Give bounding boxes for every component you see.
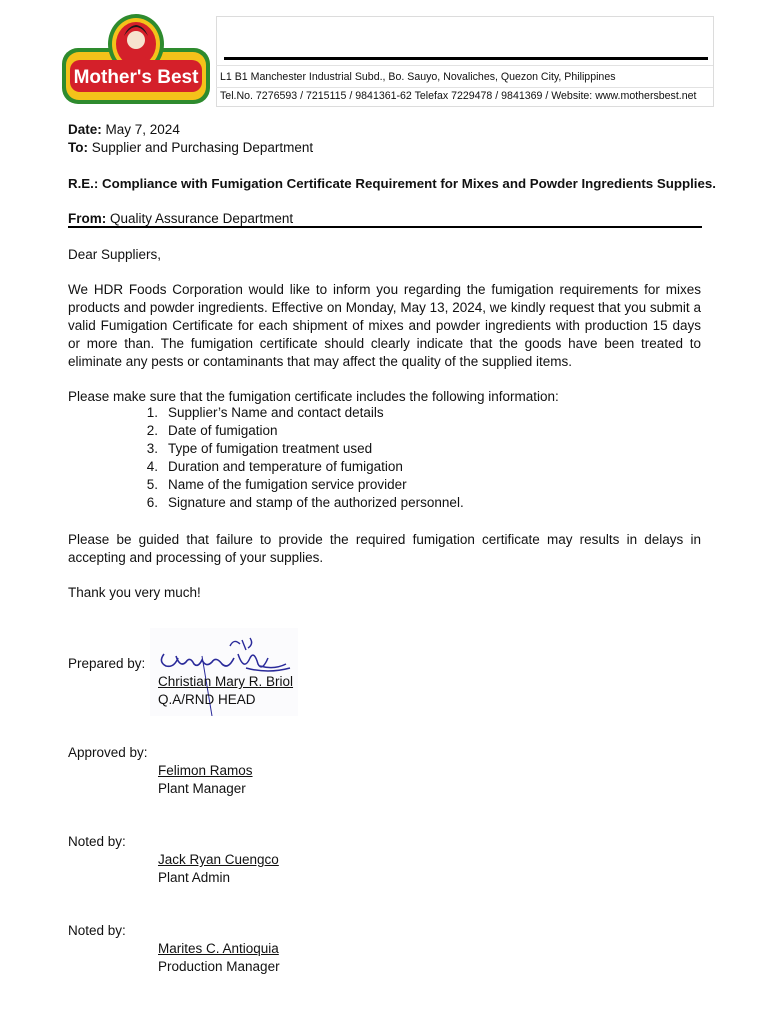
list-item: 4. Duration and temperature of fumigation — [146, 459, 403, 474]
list-intro: Please make sure that the fumigation certificate includes the following information: — [68, 389, 559, 404]
list-item: 6. Signature and stamp of the authorized personnel. — [146, 495, 464, 510]
closing: Thank you very much! — [68, 585, 201, 600]
logo-text: Mother's Best — [73, 67, 199, 88]
requirements-list — [130, 404, 464, 512]
prepared-by-name: Christian Mary R. Briol — [158, 674, 294, 689]
noted-by-title: Plant Admin — [158, 870, 231, 885]
list-item: 2. Date of fumigation — [146, 423, 278, 438]
prepared-by-title: Q.A/RND HEAD — [158, 692, 256, 707]
list-item: 1. Supplier’s Name and contact details — [146, 405, 384, 420]
body-paragraph-1: We HDR Foods Corporation would like to inform you regarding the fumigation requirements for mixes products and powder ingredients. Effective on Monday, May 13, 2024, we kindly request that you submit a valid Fumigation Certificate for each shipment of mixes and powder ingredients with production 15 days or more than. The fumigation certificate should clearly indicate that the goods have been treated to eliminate any pests or contaminants that may affect the quality of the supplied items. — [68, 282, 701, 369]
body-paragraph-2: Please be guided that failure to provide the required fumigation certificate may results in delays in accepting and processing of your supplies. — [68, 532, 701, 565]
noted-by-label: Noted by: — [68, 834, 126, 849]
company-contact: Tel.No. 7276593 / 7215115 / 9841361-62 Telefax 7229478 / 9841369 / Website: www.mothersbest.net — [220, 90, 697, 102]
approved-by-label: Approved by: — [68, 745, 148, 760]
to-line — [68, 139, 313, 157]
company-logo — [60, 12, 212, 106]
from-value: Quality Assurance Department — [110, 211, 294, 226]
company-address: L1 B1 Manchester Industrial Subd., Bo. Sauyo, Novaliches, Quezon City, Philippines — [220, 71, 616, 83]
to-label: To: — [68, 140, 88, 155]
to-value: Supplier and Purchasing Department — [91, 140, 314, 155]
noted-by-title: Production Manager — [158, 959, 280, 974]
noted-by-label: Noted by: — [68, 923, 126, 938]
letterhead-divider — [216, 87, 713, 88]
date-line — [68, 121, 180, 139]
date-value: May 7, 2024 — [105, 122, 180, 137]
subject-line: R.E.: Compliance with Fumigation Certificate Requirement for Mixes and Powder Ingredients Supplies. — [68, 176, 716, 191]
list-item: 3. Type of fumigation treatment used — [146, 441, 373, 456]
date-label: Date: — [68, 122, 102, 137]
from-label: From: — [68, 211, 107, 226]
noted-by-name: Marites C. Antioquia — [158, 941, 279, 956]
list-item: 5. Name of the fumigation service provider — [146, 477, 407, 492]
approved-by-name: Felimon Ramos — [158, 763, 253, 778]
letterhead-divider — [216, 65, 713, 66]
letterhead-rule — [224, 57, 708, 60]
approved-by-title: Plant Manager — [158, 781, 246, 796]
from-rule — [68, 226, 702, 228]
noted-by-name: Jack Ryan Cuengco — [158, 852, 279, 867]
prepared-by-label: Prepared by: — [68, 656, 146, 671]
salutation: Dear Suppliers, — [68, 247, 162, 262]
